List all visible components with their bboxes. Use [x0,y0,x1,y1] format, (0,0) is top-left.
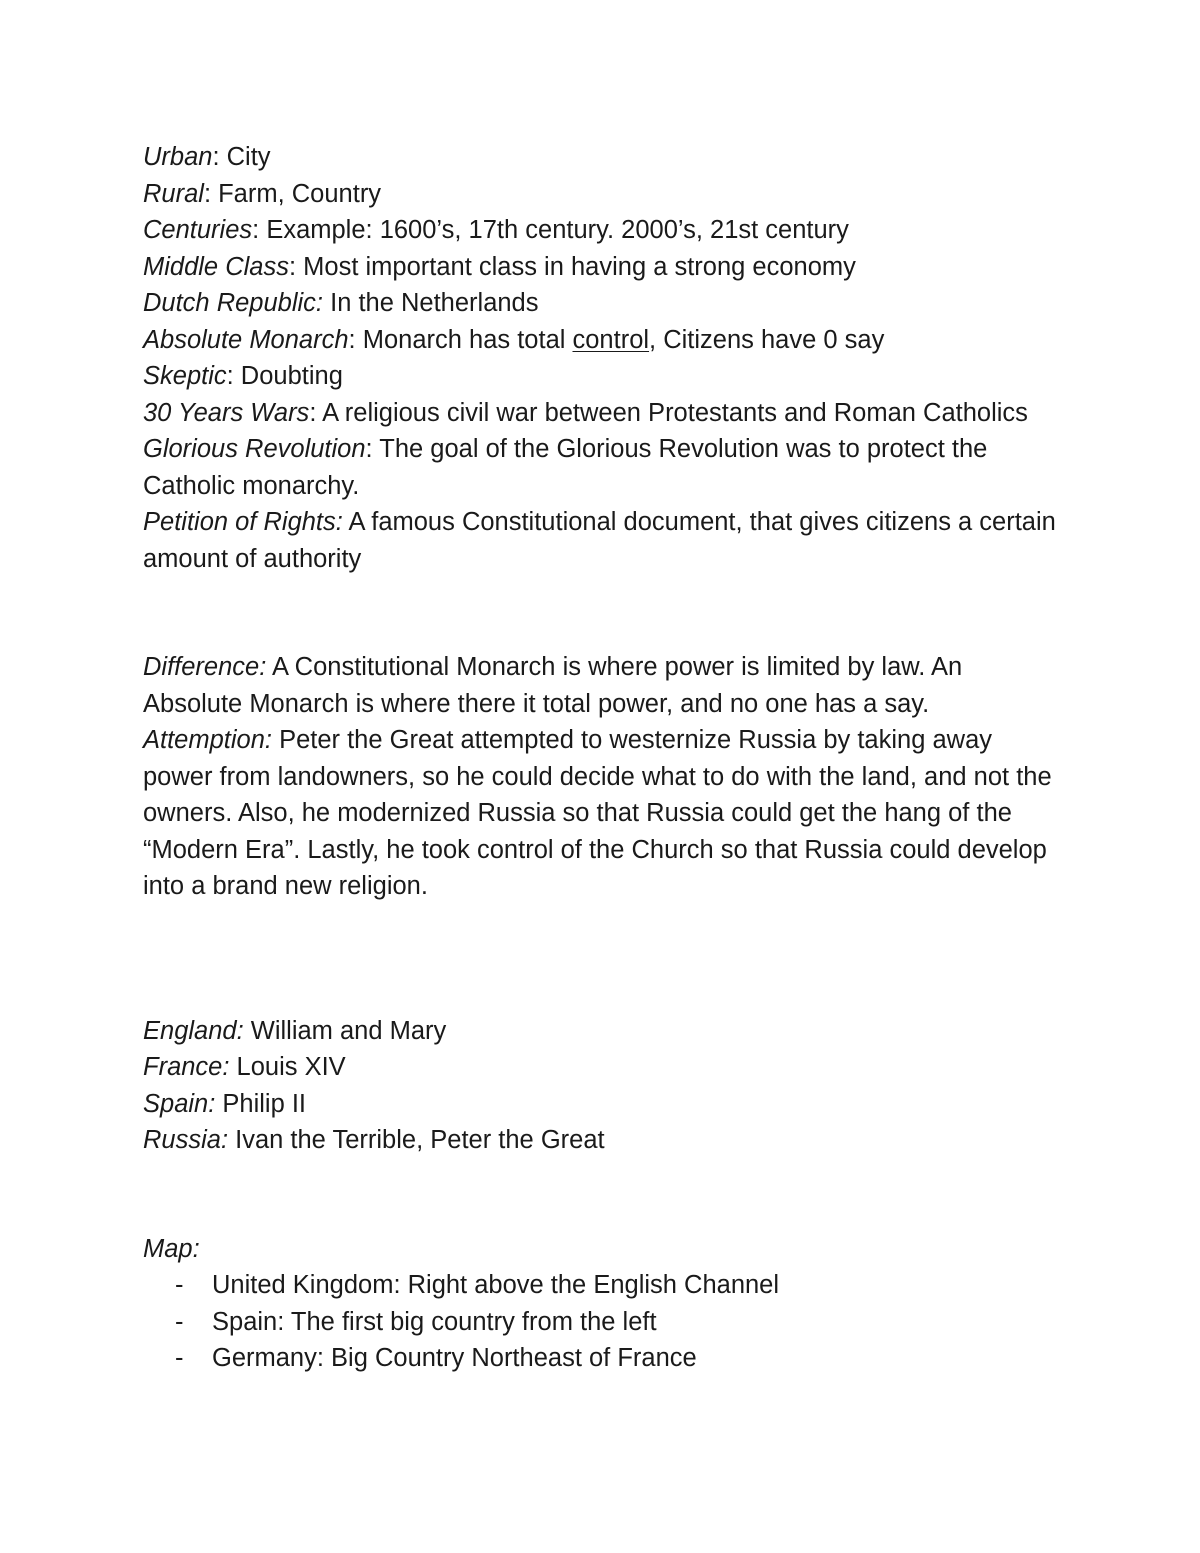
ruler-spain [143,1086,1063,1123]
definition-glorious-revolution [143,431,1063,504]
definition-rural [143,176,1063,213]
map-list [143,1267,1063,1377]
ruler-names: Philip II [215,1089,307,1118]
term-label: Dutch Republic: [143,289,324,317]
spacer [143,905,1063,1013]
list-item [143,1267,1063,1304]
difference-paragraph [143,649,1063,722]
term-separator: : [252,216,267,244]
term-label: Glorious Revolution [143,435,366,463]
spacer [143,577,1063,649]
term-label: Middle Class [143,252,289,281]
paragraph-text: A Constitutional Monarch is where power is limited by law. An Absolute Monarch is where there it total power, and no one has a say. [143,653,963,718]
list-item-text: Spain: The first big country from the left [212,1307,657,1336]
term-label: Rural [143,179,204,208]
ruler-england [143,1013,1063,1050]
term-separator: : [288,252,304,281]
definition-text: Farm, Country [218,179,382,208]
term-label: Centuries [143,216,253,244]
definition-dutch-republic [143,285,1063,322]
country-label: France: [143,1053,230,1081]
dash-bullet: - [175,1344,184,1372]
country-label: Russia: [143,1126,229,1154]
document-body [143,139,1063,1377]
definition-petition-of-rights [143,504,1063,577]
term-label: Absolute Monarch [143,325,349,354]
definition-urban [143,139,1063,176]
term-separator: : [203,179,219,208]
definition-middle-class [143,249,1063,286]
list-item-text: Germany: Big Country Northeast of France [212,1344,697,1372]
definition-text: A famous Constitutional document, that gives citizens a certain amount of authority [143,508,1056,573]
list-item [143,1340,1063,1377]
definition-text: Monarch has total [362,325,573,354]
underlined-word: control [572,325,650,354]
attemption-paragraph [143,722,1063,905]
definition-skeptic [143,358,1063,395]
definition-30-years-wars [143,395,1063,432]
term-separator: : [365,435,380,463]
definition-text: In the Netherlands [330,289,539,317]
ruler-names: Ivan the Terrible, Peter the Great [228,1126,605,1154]
list-item-text: United Kingdom: Right above the English Channel [212,1271,780,1299]
ruler-names: Louis XIV [229,1053,346,1081]
term-label: 30 Years Wars [143,398,310,427]
definition-text: Example: 1600’s, 17th century. 2000’s, 21st century [266,216,849,244]
definition-text: Doubting [240,362,343,390]
definition-text: City [226,143,271,171]
map-heading: Map: [143,1234,200,1263]
term-label: Attemption: [143,726,272,754]
definition-text: A religious civil war between Protestants and Roman Catholics [322,398,1028,427]
definition-text-end: , Citizens have 0 say [649,325,885,354]
paragraph-text: Peter the Great attempted to westernize Russia by taking away power from landowners, so he could decide what to do with the land, and not the owners. Also, he modernized Russia so that Russia could get the hang of the “Modern Era”. Lastly, he took control of the Church so that Russia could develop into a brand new religion. [143,726,1052,900]
country-label: England: [143,1016,244,1045]
dash-bullet: - [175,1271,184,1299]
term-separator: : [226,362,241,390]
definition-text: The goal of the Glorious Revolution was to protect the Catholic monarchy. [143,435,988,500]
definition-text: Most important class in having a strong economy [303,252,856,281]
country-label: Spain: [143,1089,216,1118]
definition-absolute-monarch [143,322,1063,359]
definition-centuries [143,212,1063,249]
term-separator: : [212,143,227,171]
ruler-names: William and Mary [243,1016,447,1045]
term-separator: : [309,398,323,427]
list-item [143,1304,1063,1341]
term-label: Skeptic [143,362,227,390]
spacer [143,1159,1063,1231]
dash-bullet: - [175,1307,184,1336]
term-label: Petition of Rights: [143,508,343,536]
term-separator: : [348,325,363,354]
ruler-france [143,1049,1063,1086]
term-label: Urban [143,143,213,171]
ruler-russia [143,1122,1063,1159]
term-label: Difference: [143,653,267,681]
